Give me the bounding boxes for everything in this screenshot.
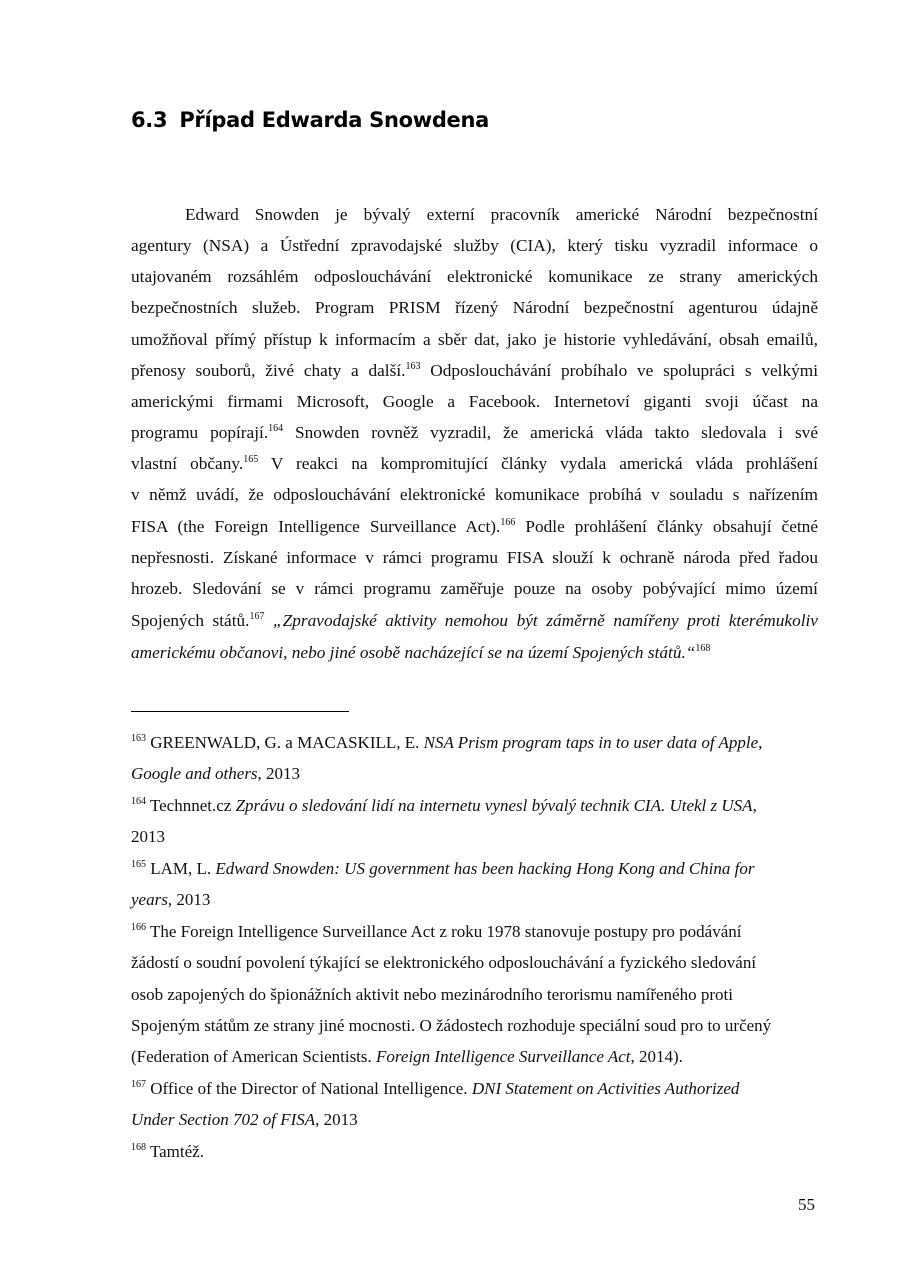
text-run: umožňoval přímý přístup k informacím a sběr dat, jako je historie vyhledávání, obsah emailů, xyxy=(131,330,818,349)
footnote-line xyxy=(131,951,818,975)
text-run: v němž uvádí, že odposlouchávání elektronické komunikace probíhá v souladu s nařízením xyxy=(131,485,818,504)
text-run: , 2013 xyxy=(315,1110,358,1129)
paragraph-line xyxy=(131,328,818,352)
italic-text: „Zpravodajské aktivity nemohou být záměrně namířeny proti kterémukoliv xyxy=(273,611,818,630)
italic-text: DNI Statement on Activities Authorized xyxy=(471,1079,740,1098)
footnote-reference[interactable]: 164 xyxy=(268,423,284,434)
footnote-number: 165 xyxy=(131,859,146,870)
text-run: bezpečnostních služeb. Program PRISM řízený Národní bezpečnostní agenturou údajně xyxy=(131,298,818,317)
text-run: Office of the Director of National Intelligence. xyxy=(146,1079,472,1098)
footnote-number: 167 xyxy=(131,1079,146,1090)
footnote-number: 163 xyxy=(131,733,146,744)
paragraph-line xyxy=(131,296,818,320)
text-run: agentury (NSA) a Ústřední zpravodajské služby (CIA), který tisku vyzradil informace o xyxy=(131,236,818,255)
text-run: , 2013 xyxy=(257,764,301,783)
section-heading xyxy=(131,108,489,132)
footnote-reference[interactable]: 168 xyxy=(695,643,711,654)
text-run: (Federation of American Scientists. xyxy=(131,1047,377,1066)
paragraph-line xyxy=(131,577,818,601)
footnote-line xyxy=(131,1108,818,1132)
text-run: hrozeb. Sledování se v rámci programu zaměřuje pouze na osoby pobývající mimo území xyxy=(131,579,818,598)
text-run: 2013 xyxy=(131,827,165,846)
paragraph-line xyxy=(131,483,818,507)
footnote-line xyxy=(131,983,818,1007)
text-run: Spojeným státům ze strany jiné mocnosti. O žádostech rozhoduje speciální soud pro to určený xyxy=(131,1016,772,1035)
footnote-separator xyxy=(131,711,349,712)
footnote-line xyxy=(131,1077,818,1101)
text-run: Technnet.cz xyxy=(146,796,236,815)
text-run: V reakci na kompromitující články vydala americká vláda prohlášení xyxy=(258,454,818,473)
text-run: GREENWALD, G. a MACASKILL, E. xyxy=(146,733,424,752)
text-run: Odposlouchávání probíhalo ve spolupráci s velkými xyxy=(420,361,818,380)
footnote-reference[interactable]: 165 xyxy=(243,454,259,465)
italic-text: Foreign Intelligence Surveillance Act xyxy=(376,1047,631,1066)
footnote-line xyxy=(131,888,818,912)
footnote-reference[interactable]: 167 xyxy=(249,611,265,622)
text-run: , 2013 xyxy=(167,890,211,909)
italic-text: americkému občanovi, nebo jiné osobě nacházející se na území Spojených států.“ xyxy=(131,643,696,662)
footnote-line xyxy=(131,794,818,818)
text-run xyxy=(264,611,273,630)
italic-text: Google and others xyxy=(131,764,258,783)
text-run: Snowden rovněž vyzradil, že americká vláda takto sledovala i své xyxy=(283,423,818,442)
text-run: americkými firmami Microsoft, Google a Facebook. Internetoví giganti svoji účast na xyxy=(131,392,818,411)
paragraph-line xyxy=(131,421,818,445)
text-run: LAM, L. xyxy=(146,859,216,878)
text-run: programu popírají. xyxy=(131,423,269,442)
text-run: Edward Snowden je bývalý externí pracovník americké Národní bezpečnostní xyxy=(185,205,818,224)
italic-text: Under Section 702 of FISA xyxy=(131,1110,316,1129)
paragraph-line xyxy=(131,390,818,414)
text-run: Spojených států. xyxy=(131,611,250,630)
italic-text: years xyxy=(131,890,168,909)
paragraph-line xyxy=(131,641,818,665)
footnote-line xyxy=(131,1140,818,1164)
text-run: FISA (the Foreign Intelligence Surveillance Act). xyxy=(131,517,501,536)
footnote-number: 164 xyxy=(131,796,146,807)
text-run: osob zapojených do špionážních aktivit nebo mezinárodního terorismu namířeného proti xyxy=(131,985,733,1004)
footnote-line xyxy=(131,1014,818,1038)
paragraph-line xyxy=(131,359,818,383)
paragraph-line xyxy=(131,452,818,476)
paragraph-line xyxy=(131,609,818,633)
text-run: žádostí o soudní povolení týkající se elektronického odposlouchávání a fyzického sledování xyxy=(131,953,757,972)
italic-text: NSA Prism program taps in to user data of Apple, xyxy=(423,733,763,752)
italic-text: Zprávu o sledování lidí na internetu vynesl bývalý technik CIA. Utekl z USA xyxy=(235,796,753,815)
text-run: vlastní občany. xyxy=(131,454,244,473)
paragraph-line xyxy=(131,234,818,258)
footnote-number: 166 xyxy=(131,922,146,933)
footnote-line xyxy=(131,731,818,755)
footnote-reference[interactable]: 166 xyxy=(500,517,516,528)
text-run: Tamtéž. xyxy=(146,1142,204,1161)
section-title: Případ Edwarda Snowdena xyxy=(179,108,490,132)
paragraph-line xyxy=(185,203,818,227)
footnote-line xyxy=(131,920,818,944)
text-run: The Foreign Intelligence Surveillance Act z roku 1978 stanovuje postupy pro podávání xyxy=(146,922,742,941)
paragraph-line xyxy=(131,265,818,289)
text-run: přenosy souborů, živé chaty a další. xyxy=(131,361,406,380)
footnote-reference[interactable]: 163 xyxy=(405,361,421,372)
footnote-line xyxy=(131,1045,818,1069)
footnote-line xyxy=(131,762,818,786)
text-run: , 2014). xyxy=(630,1047,683,1066)
footnote-line xyxy=(131,825,818,849)
paragraph-line xyxy=(131,546,818,570)
text-run: utajovaném rozsáhlém odposlouchávání elektronické komunikace ze strany amerických xyxy=(131,267,818,286)
text-run: Podle prohlášení články obsahují četné xyxy=(515,517,818,536)
page-number: 55 xyxy=(798,1195,815,1214)
text-run: nepřesnosti. Získané informace v rámci programu FISA slouží k ochraně národa před řadou xyxy=(131,548,818,567)
footnote-number: 168 xyxy=(131,1142,146,1153)
italic-text: Edward Snowden: US government has been hacking Hong Kong and China for xyxy=(215,859,755,878)
section-number: 6.3 xyxy=(131,108,168,132)
footnote-line xyxy=(131,857,818,881)
paragraph-line xyxy=(131,515,818,539)
text-run: , xyxy=(752,796,757,815)
